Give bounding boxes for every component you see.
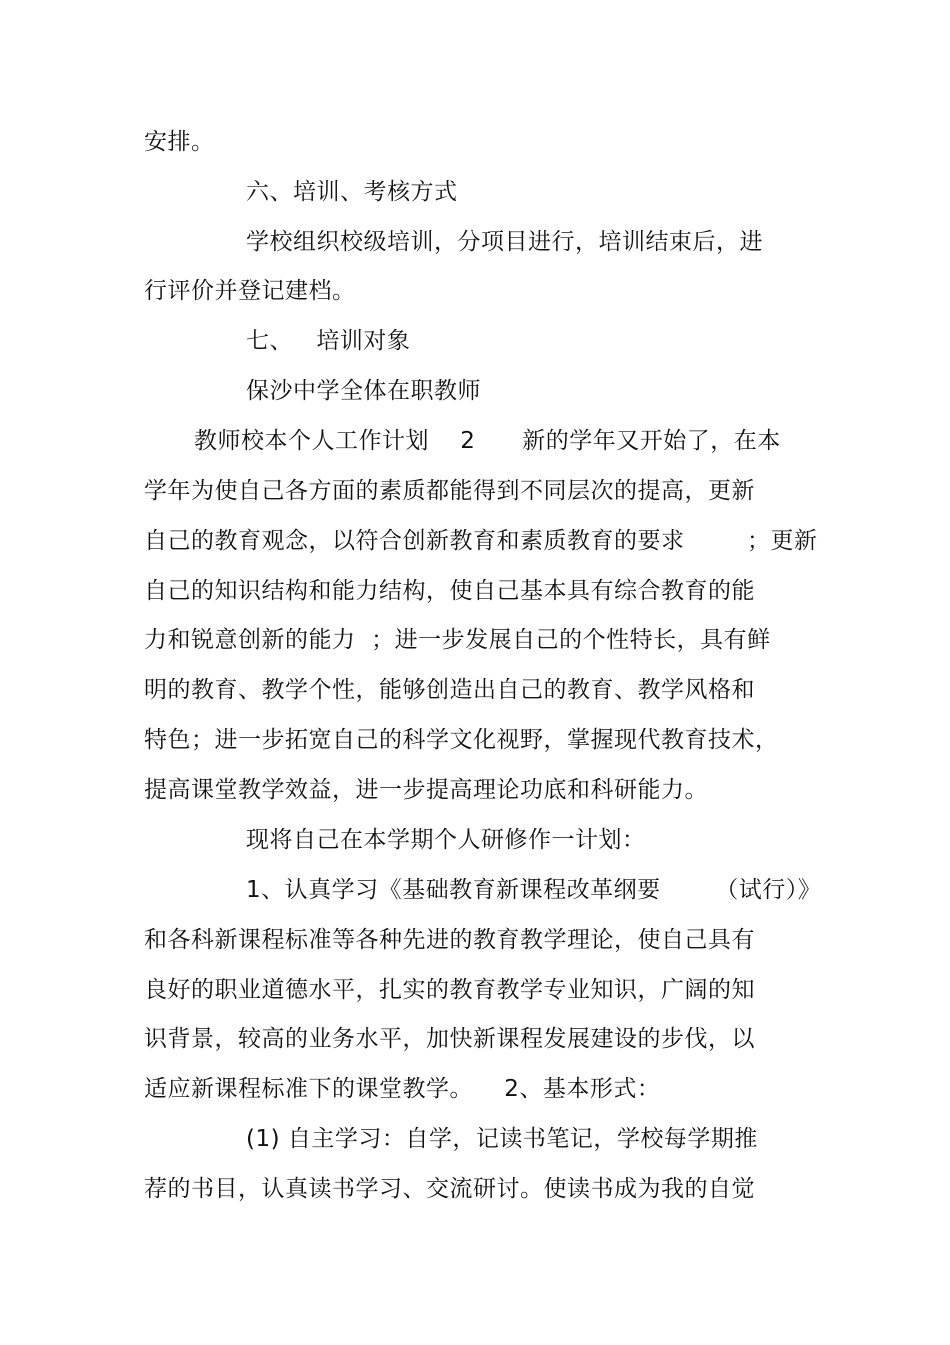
text-line: 现将自己在本学期个人研修作一计划： — [246, 827, 646, 853]
text-line: 安排。 — [144, 129, 215, 155]
text-line: 提高课堂教学效益，进一步提高理论功底和科研能力。 — [144, 777, 708, 803]
text-line: 自己的教育观念，以符合创新教育和素质教育的要求 ；更新 — [144, 528, 818, 554]
text-line: 良好的职业道德水平，扎实的教育教学专业知识，广阔的知 — [144, 977, 755, 1003]
text-line: 学校组织校级培训，分项目进行，培训结束后，进 — [246, 229, 763, 255]
text-line: 1、认真学习《基础教育新课程改革纲要 （试行）》 — [246, 877, 822, 903]
text-line: 和各科新课程标准等各种先进的教育教学理论，使自己具有 — [144, 927, 755, 953]
section-heading: 六、培训、考核方式 — [246, 179, 458, 205]
text-line: (1) 自主学习：自学，记读书笔记，学校每学期推 — [246, 1126, 758, 1152]
text-line: 教师校本个人工作计划 2 新的学年又开始了，在本 — [194, 428, 781, 454]
text-line: 力和锐意创新的能力 ；进一步发展自己的个性特长，具有鲜 — [144, 627, 771, 653]
text-line: 行评价并登记建档。 — [144, 278, 356, 304]
text-line: 识背景，较高的业务水平，加快新课程发展建设的步伐，以 — [144, 1026, 755, 1052]
text-line: 适应新课程标准下的课堂教学。 2、基本形式： — [144, 1076, 661, 1102]
text-line: 特色；进一步拓宽自己的科学文化视野，掌握现代教育技术， — [144, 727, 779, 753]
text-line: 学年为使自己各方面的素质都能得到不同层次的提高，更新 — [144, 478, 755, 504]
section-heading: 七、 培训对象 — [246, 328, 411, 354]
text-line: 保沙中学全体在职教师 — [246, 378, 481, 404]
text-line: 明的教育、教学个性，能够创造出自己的教育、教学风格和 — [144, 677, 755, 703]
text-line: 自己的知识结构和能力结构，使自己基本具有综合教育的能 — [144, 578, 755, 604]
text-line: 荐的书目，认真读书学习、交流研讨。使读书成为我的自觉 — [144, 1176, 755, 1202]
